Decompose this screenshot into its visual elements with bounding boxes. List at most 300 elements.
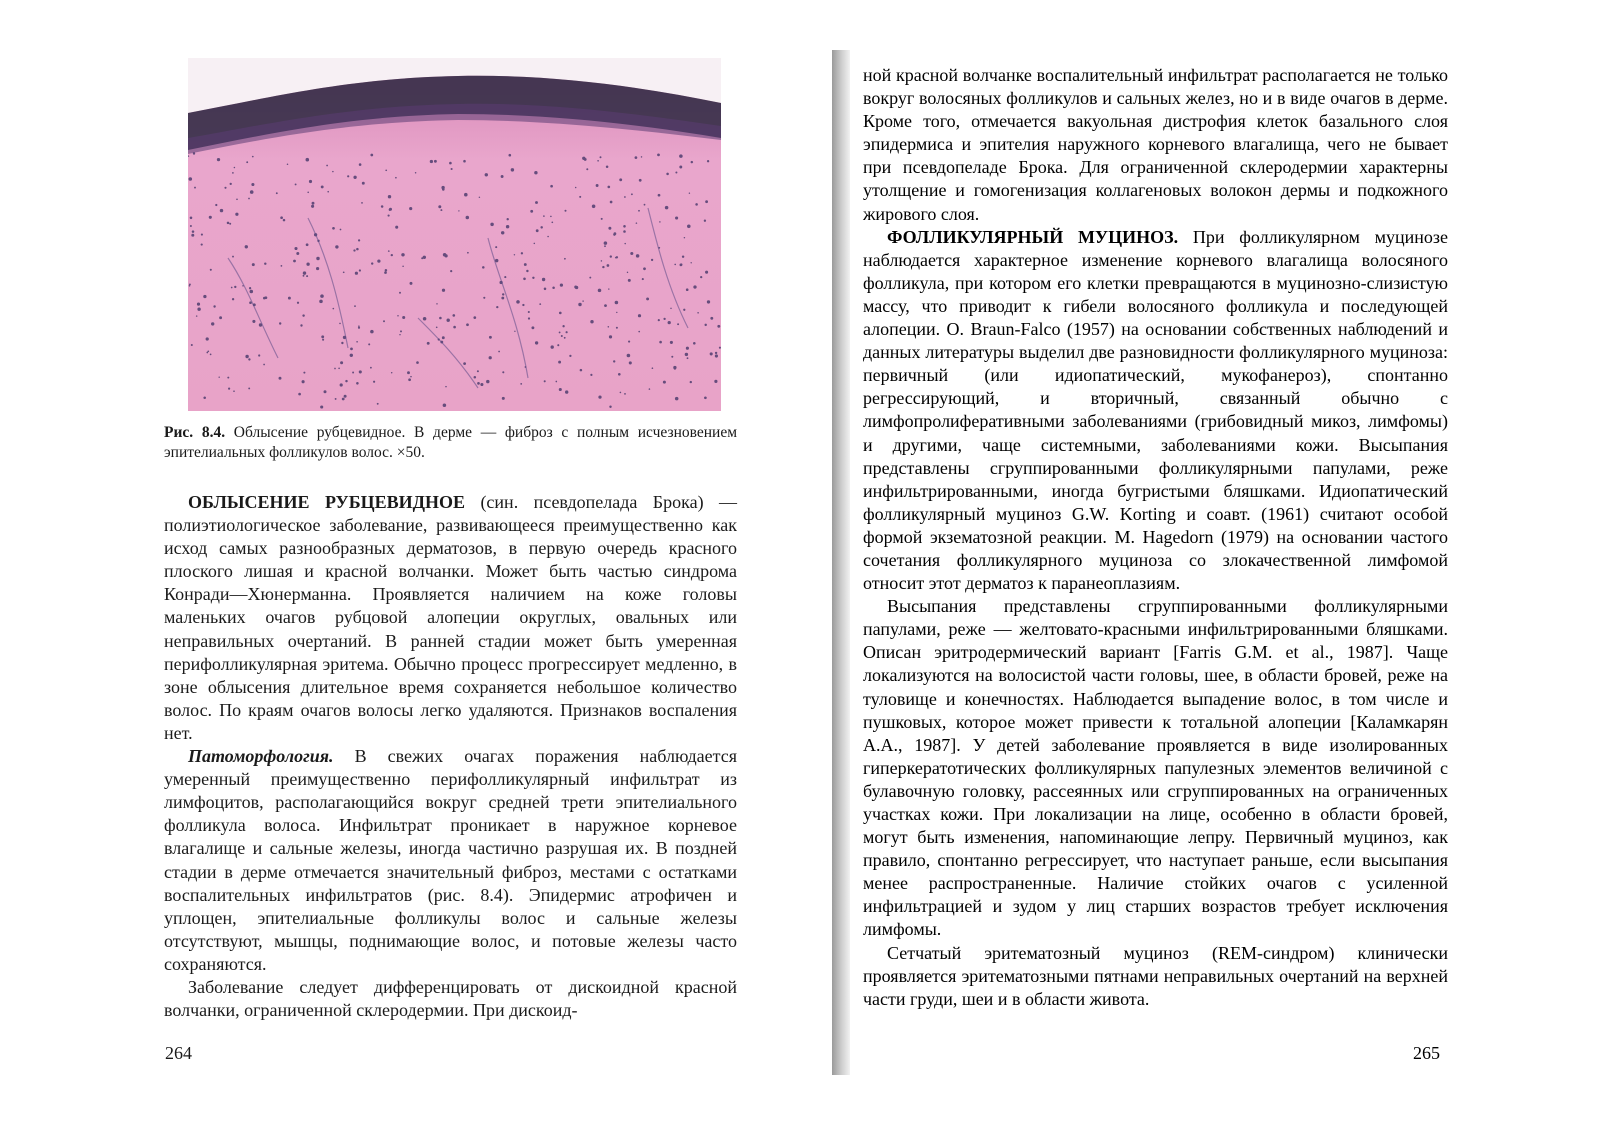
cell-nucleus — [489, 356, 492, 359]
cell-nucleus — [616, 312, 617, 313]
cell-nucleus — [361, 202, 363, 204]
differential-paragraph: Заболевание следует дифференцировать от дискоидной красной волчанки, ограниченной склеродермии. При дискоид- — [164, 976, 737, 1021]
cell-nucleus — [649, 388, 651, 390]
cell-nucleus — [520, 383, 522, 385]
cell-nucleus — [193, 152, 195, 154]
cell-nucleus — [388, 215, 390, 217]
cell-nucleus — [473, 316, 476, 319]
cell-nucleus — [219, 316, 222, 319]
cell-nucleus — [561, 335, 563, 337]
cell-nucleus — [671, 356, 673, 358]
cell-nucleus — [705, 200, 708, 203]
cell-nucleus — [230, 183, 232, 185]
cell-nucleus — [443, 253, 447, 257]
cell-nucleus — [714, 380, 717, 383]
cell-nucleus — [250, 190, 254, 194]
cell-nucleus — [674, 367, 676, 369]
cell-nucleus — [430, 160, 433, 163]
cell-nucleus — [652, 367, 654, 369]
cell-nucleus — [607, 264, 610, 267]
cell-nucleus — [479, 197, 480, 198]
cell-nucleus — [232, 172, 234, 174]
cell-nucleus — [400, 330, 402, 332]
cell-nucleus — [523, 277, 526, 280]
cell-nucleus — [427, 342, 430, 345]
cell-nucleus — [624, 196, 626, 198]
cell-nucleus — [697, 312, 699, 314]
cell-nucleus — [535, 341, 538, 344]
cell-nucleus — [601, 260, 603, 262]
pathomorphology-text: В свежих очагах поражения наблюдается умеренный преимущественно перифолликулярный инфильтрат из лимфоцитов, располагающийся вокруг средней трети эпителиального фолликула волоса. Инфильтрат проникает в наружное корневое влагалище и сальные железы, иногда частично разрушая их. В поздней стадии в дерме отмечается значительный фиброз, местами с остатками воспалительных инфильтратов (рис. 8.4). Эпидермис атрофичен и уплощен, эпителиальные фолликулы волос и сальные железы отсутствуют, мышцы, поднимающие волос, и потовые железы часто сохраняются. — [164, 746, 737, 974]
right-column — [863, 64, 1448, 1011]
cell-nucleus — [370, 330, 374, 334]
cell-nucleus — [335, 398, 337, 400]
cell-nucleus — [248, 198, 250, 200]
cell-nucleus — [220, 209, 223, 212]
cell-nucleus — [507, 218, 509, 220]
left-column — [164, 491, 737, 1022]
cell-nucleus — [332, 227, 335, 230]
cell-nucleus — [516, 300, 520, 304]
page-number-left: 264 — [165, 1043, 192, 1063]
cell-nucleus — [628, 341, 630, 343]
cell-nucleus — [324, 390, 327, 393]
cell-nucleus — [340, 361, 343, 364]
cell-nucleus — [687, 357, 689, 359]
cell-nucleus — [528, 317, 530, 319]
cell-nucleus — [343, 271, 345, 273]
pathomorphology-paragraph — [164, 745, 737, 976]
cell-nucleus — [707, 160, 709, 162]
cell-nucleus — [610, 201, 613, 204]
cell-nucleus — [502, 397, 505, 400]
cell-nucleus — [215, 204, 217, 206]
cell-nucleus — [442, 188, 445, 191]
cell-nucleus — [710, 317, 713, 320]
cell-nucleus — [501, 297, 504, 300]
cell-nucleus — [397, 315, 399, 317]
cell-nucleus — [690, 262, 691, 263]
cell-nucleus — [551, 345, 554, 348]
cell-nucleus — [598, 289, 602, 293]
cell-nucleus — [531, 326, 534, 329]
cell-nucleus — [534, 171, 537, 174]
cell-nucleus — [339, 323, 341, 325]
cell-nucleus — [564, 337, 566, 339]
cell-nucleus — [423, 317, 427, 321]
cell-nucleus — [717, 325, 720, 328]
cell-nucleus — [235, 213, 238, 216]
cell-nucleus — [342, 398, 345, 401]
cell-nucleus — [209, 216, 212, 219]
cell-nucleus — [490, 223, 493, 226]
cell-nucleus — [643, 267, 646, 270]
cell-nucleus — [562, 325, 564, 327]
cell-nucleus — [631, 193, 633, 195]
cell-nucleus — [693, 285, 696, 288]
cell-nucleus — [191, 344, 193, 346]
cell-nucleus — [544, 380, 546, 382]
cell-nucleus — [691, 161, 693, 163]
section-intro-paragraph — [164, 491, 737, 745]
cell-nucleus — [250, 290, 254, 294]
cell-nucleus — [263, 364, 265, 366]
cell-nucleus — [686, 347, 689, 350]
cell-nucleus — [311, 205, 314, 208]
cell-nucleus — [347, 175, 349, 177]
cell-nucleus — [658, 319, 660, 321]
cell-nucleus — [663, 318, 665, 320]
cell-nucleus — [303, 372, 305, 374]
cell-nucleus — [496, 306, 498, 308]
cell-nucleus — [670, 308, 671, 309]
cell-nucleus — [350, 354, 353, 357]
cell-nucleus — [350, 348, 353, 351]
cell-nucleus — [592, 205, 596, 209]
cell-nucleus — [203, 396, 206, 399]
cell-nucleus — [559, 312, 562, 315]
cell-nucleus — [352, 372, 354, 374]
cell-nucleus — [300, 324, 302, 326]
cell-nucleus — [636, 222, 638, 224]
cell-nucleus — [359, 269, 361, 271]
section-heading: ОБЛЫСЕНИЕ РУБЦЕВИДНОЕ — [188, 492, 466, 512]
cell-nucleus — [695, 203, 698, 206]
cell-nucleus — [485, 173, 488, 176]
cell-nucleus — [658, 194, 661, 197]
cell-nucleus — [610, 255, 612, 257]
cell-nucleus — [321, 335, 324, 338]
cell-nucleus — [674, 264, 676, 266]
cell-nucleus — [402, 266, 404, 268]
cell-nucleus — [228, 388, 230, 390]
cell-nucleus — [670, 341, 673, 344]
cell-nucleus — [608, 227, 611, 230]
cell-nucleus — [453, 326, 456, 329]
mucinosis-heading: ФОЛЛИКУЛЯРНЫЙ МУЦИНОЗ. — [887, 226, 1179, 247]
cell-nucleus — [463, 362, 466, 365]
cell-nucleus — [206, 352, 208, 354]
cell-nucleus — [391, 372, 392, 373]
cell-nucleus — [600, 156, 602, 158]
cell-nucleus — [395, 226, 398, 229]
cell-nucleus — [685, 353, 688, 356]
cell-nucleus — [334, 368, 336, 370]
cell-nucleus — [333, 308, 335, 310]
cell-nucleus — [604, 245, 606, 247]
cell-nucleus — [354, 305, 356, 307]
cell-nucleus — [341, 342, 343, 344]
cell-nucleus — [477, 370, 479, 372]
cell-nucleus — [467, 252, 469, 254]
cell-nucleus — [606, 166, 609, 169]
cell-nucleus — [464, 193, 468, 197]
cell-nucleus — [514, 254, 515, 255]
cell-nucleus — [598, 395, 601, 398]
cell-nucleus — [233, 390, 235, 392]
cell-nucleus — [407, 371, 410, 374]
cell-nucleus — [263, 297, 266, 300]
cell-nucleus — [628, 279, 631, 282]
cell-nucleus — [344, 395, 347, 398]
cell-nucleus — [526, 270, 528, 272]
cell-nucleus — [558, 361, 561, 364]
cell-nucleus — [402, 316, 405, 319]
cell-nucleus — [635, 156, 638, 159]
cell-nucleus — [480, 383, 483, 386]
cell-nucleus — [498, 351, 500, 353]
cell-nucleus — [232, 256, 234, 258]
cell-nucleus — [602, 266, 604, 268]
cell-nucleus — [316, 267, 319, 270]
cell-nucleus — [483, 297, 485, 299]
cell-nucleus — [679, 166, 682, 169]
cell-nucleus — [373, 381, 375, 383]
cell-nucleus — [675, 216, 678, 219]
cell-nucleus — [579, 196, 581, 198]
cell-nucleus — [410, 282, 413, 285]
cell-nucleus — [452, 314, 455, 317]
cell-nucleus — [355, 272, 358, 275]
cell-nucleus — [542, 278, 545, 281]
cell-nucleus — [319, 300, 323, 304]
cell-nucleus — [189, 283, 191, 285]
figure-caption-text: Облысение рубцевидное. В дерме — фиброз с полным исчезновением эпителиальных фолликулов волос. ×50. — [164, 424, 738, 461]
cell-nucleus — [252, 320, 255, 323]
cell-nucleus — [201, 244, 203, 246]
cell-nucleus — [196, 315, 197, 316]
cell-nucleus — [227, 222, 230, 225]
cell-nucleus — [530, 210, 533, 213]
cell-nucleus — [630, 252, 633, 255]
cell-nucleus — [340, 383, 343, 386]
eruptions-paragraph: Высыпания представлены сгруппированными фолликулярными папулами, реже — желтовато-красными инфильтрированными бляшками. Описан эритродермический вариант [Farris G.M. et al., 1987]. Чаще локализуются на волосистой части головы, шее, в области бровей, реже на туловище и конечностях. Наблюдается выпадение волос, в том числе и пушковых, которое может привести к тотальной алопеции [Каламкарян А.А., 1987]. У детей заболевание проявляется в виде изолированных гиперкератотических фолликулярных папулезных элементов величиной с булавочную головку, рассеянных или сгруппированных на ограниченных участках кожи. При локализации на лице, особенно в области бровей, могут быть изменения, напоминающие лепру. Первичный муциноз, как правило, спонтанно регрессирует, что наступает раньше, если высыпания менее распространенные. Наличие стойких очагов с усиленной инфильтрацией и зудом у лиц старших возрастов требует исключения лимфомы. — [863, 596, 1448, 940]
cell-nucleus — [604, 304, 607, 307]
cell-nucleus — [466, 216, 470, 220]
cell-nucleus — [668, 321, 671, 324]
cell-nucleus — [385, 169, 387, 171]
cell-nucleus — [190, 225, 192, 227]
cell-nucleus — [608, 288, 609, 289]
cell-nucleus — [434, 160, 437, 163]
cell-nucleus — [306, 243, 309, 246]
cell-nucleus — [252, 156, 254, 158]
cell-nucleus — [474, 376, 477, 379]
cell-nucleus — [383, 320, 385, 322]
cell-nucleus — [710, 352, 713, 355]
cell-nucleus — [582, 157, 585, 160]
cell-nucleus — [443, 403, 447, 407]
cell-nucleus — [580, 369, 583, 372]
histology-image — [188, 58, 721, 411]
continuation-paragraph: ной красной волчанке воспалительный инфильтрат располагается не только вокруг волосяных фолликулов и сальных желез, но и в виде очагов в дерме. Кроме того, отмечается вакуольная дистрофия клеток базального слоя эпидермиса и эпителия наружного корневого влагалища, чего не бывает при псевдопеладе Брока. Для ограниченной склеродермии характерны утолщение и гомогенизация коллагеновых волокон дермы и подкожного жирового слоя. — [863, 65, 1448, 224]
cell-nucleus — [627, 354, 631, 358]
cell-nucleus — [677, 323, 679, 325]
cell-nucleus — [559, 331, 561, 333]
cell-nucleus — [356, 382, 359, 385]
cell-nucleus — [590, 320, 593, 323]
cell-nucleus — [190, 217, 193, 220]
cell-nucleus — [687, 225, 691, 229]
cell-nucleus — [294, 247, 297, 250]
cell-nucleus — [508, 154, 511, 157]
cell-nucleus — [296, 252, 299, 255]
cell-nucleus — [227, 377, 229, 379]
cell-nucleus — [569, 355, 571, 357]
cell-nucleus — [555, 381, 557, 383]
cell-nucleus — [707, 300, 710, 303]
cell-nucleus — [624, 393, 626, 395]
cell-nucleus — [540, 226, 542, 228]
cell-nucleus — [665, 206, 669, 210]
cell-nucleus — [234, 286, 236, 288]
cell-nucleus — [201, 234, 203, 236]
cell-nucleus — [321, 185, 324, 188]
cell-nucleus — [636, 254, 640, 258]
cell-nucleus — [436, 326, 438, 328]
cell-nucleus — [206, 337, 209, 340]
cell-nucleus — [203, 295, 206, 298]
cell-nucleus — [620, 392, 622, 394]
cell-nucleus — [550, 216, 552, 218]
cell-nucleus — [666, 173, 669, 176]
cell-nucleus — [544, 288, 547, 291]
figure-label: Рис. 8.4. — [164, 424, 226, 441]
mucinosis-text: При фолликулярном муцинозе наблюдается характерное изменение корневого влагалища волосяного фолликула, при котором его клетки превращаются в муцинозно-слизистую массу, что приводит к гибели волосяного фолликула и последующей алопеции. O. Braun-Falco (1957) на основании собственных наблюдений и данных литературы выделил две разновидности фолликулярного муциноза: первичный (или идиопатический, мукофанероз), спонтанно регрессирующий, и вторичный, связанный обычно с лимфопролиферативными заболеваниями (грибовидный микоз, лимфомы) и другими, чаще системными, заболеваниями кожи. Высыпания представлены сгруппированными фолликулярными папулами, реже инфильтрированными, иногда бугристыми бляшками. Идиопатический фолликулярный муциноз G.W. Korting и соавт. (1961) считают особой формой экзематозной реакции. M. Hagedorn (1979) на основании частого сочетания фолликулярного муциноза со злокачественной лимфомой относит этот дерматоз к паранеоплазиям. — [863, 226, 1448, 594]
cell-nucleus — [521, 252, 523, 254]
cell-nucleus — [359, 370, 362, 373]
cell-nucleus — [502, 371, 504, 373]
cell-nucleus — [616, 327, 618, 329]
cell-nucleus — [224, 187, 226, 189]
cell-nucleus — [609, 335, 612, 338]
cell-nucleus — [370, 367, 372, 369]
figure-caption — [164, 423, 737, 463]
cell-nucleus — [536, 229, 539, 232]
cell-nucleus — [564, 258, 566, 260]
cell-nucleus — [624, 243, 625, 244]
cell-nucleus — [307, 192, 309, 194]
cell-nucleus — [283, 219, 286, 222]
cell-nucleus — [213, 305, 215, 307]
cell-nucleus — [248, 387, 250, 389]
cell-nucleus — [370, 154, 373, 157]
cell-nucleus — [399, 292, 401, 294]
cell-nucleus — [389, 209, 391, 211]
cell-nucleus — [466, 323, 469, 326]
cell-nucleus — [264, 262, 266, 264]
cell-nucleus — [211, 322, 214, 325]
cell-nucleus — [335, 245, 338, 248]
cell-nucleus — [391, 254, 393, 256]
cell-nucleus — [675, 171, 677, 173]
cell-nucleus — [657, 154, 660, 157]
cell-nucleus — [607, 186, 610, 189]
cell-nucleus — [504, 276, 506, 278]
cell-nucleus — [613, 360, 615, 362]
cell-nucleus — [615, 301, 619, 305]
cell-nucleus — [218, 376, 219, 377]
cell-nucleus — [232, 298, 234, 300]
cell-nucleus — [623, 230, 626, 233]
section-intro-text: (син. псевдопелада Брока) — полиэтиологическое заболевание, развивающееся преимущественно как исход самых разнообразных дерматозов, в первую очередь красного плоского лишая и красной волчанки. Может быть частью синдрома Конради—Хюнерманна. Проявляется наличием на коже головы маленьких очагов рубцовой алопеции округлых, овальных или неправильных очертаний. В ранней стадии может быть умеренная перифолликулярная эритема. Обычно процесс прогрессирует медленно, в зоне облысения длительное время сохраняется небольшое количество волос. По краям очагов волосы легко удаляются. Признаков воспаления нет. — [164, 492, 737, 743]
cell-nucleus — [675, 397, 679, 401]
cell-nucleus — [236, 198, 238, 200]
cell-nucleus — [663, 381, 666, 384]
cell-nucleus — [312, 202, 315, 205]
cell-nucleus — [279, 322, 281, 324]
cell-nucleus — [385, 269, 388, 272]
cell-nucleus — [566, 331, 568, 333]
cell-nucleus — [524, 263, 527, 266]
cell-nucleus — [279, 377, 282, 380]
cell-nucleus — [302, 314, 304, 316]
cell-nucleus — [559, 388, 562, 391]
histology-figure — [188, 58, 721, 411]
cell-nucleus — [629, 361, 632, 364]
cell-nucleus — [511, 168, 514, 171]
cell-nucleus — [489, 336, 492, 339]
cell-nucleus — [306, 158, 310, 162]
cell-nucleus — [646, 297, 649, 300]
page-number-right: 265 — [1413, 1043, 1440, 1063]
cell-nucleus — [245, 355, 248, 358]
cell-nucleus — [358, 327, 360, 329]
cell-nucleus — [704, 220, 706, 222]
cell-nucleus — [615, 257, 617, 259]
cell-nucleus — [680, 263, 682, 265]
cell-nucleus — [506, 225, 509, 228]
cell-nucleus — [609, 406, 611, 408]
cell-nucleus — [550, 185, 553, 188]
cell-nucleus — [295, 183, 297, 185]
cell-nucleus — [463, 160, 466, 163]
cell-nucleus — [388, 250, 390, 252]
cell-nucleus — [358, 325, 360, 327]
cell-nucleus — [586, 168, 588, 170]
cell-nucleus — [551, 221, 553, 223]
cell-nucleus — [704, 396, 707, 399]
cell-nucleus — [359, 163, 362, 166]
cell-nucleus — [557, 344, 559, 346]
cell-nucleus — [449, 162, 452, 165]
cell-nucleus — [450, 270, 452, 272]
cell-nucleus — [705, 271, 708, 274]
cell-nucleus — [597, 160, 599, 162]
cell-nucleus — [388, 195, 391, 198]
cell-nucleus — [514, 331, 515, 332]
cell-nucleus — [627, 272, 628, 273]
cell-nucleus — [589, 277, 591, 279]
cell-nucleus — [416, 361, 419, 364]
cell-nucleus — [338, 367, 340, 369]
cell-nucleus — [327, 191, 329, 193]
cell-nucleus — [436, 303, 437, 304]
cell-nucleus — [683, 309, 685, 311]
cell-nucleus — [217, 158, 220, 161]
cell-nucleus — [408, 378, 411, 381]
cell-nucleus — [543, 215, 545, 217]
cell-nucleus — [689, 192, 690, 193]
cell-nucleus — [501, 175, 504, 178]
cell-nucleus — [395, 177, 397, 179]
cell-nucleus — [303, 271, 306, 274]
cell-nucleus — [309, 180, 312, 183]
cell-nucleus — [644, 204, 646, 206]
cell-nucleus — [192, 230, 195, 233]
cell-nucleus — [442, 336, 445, 339]
cell-nucleus — [362, 182, 365, 185]
